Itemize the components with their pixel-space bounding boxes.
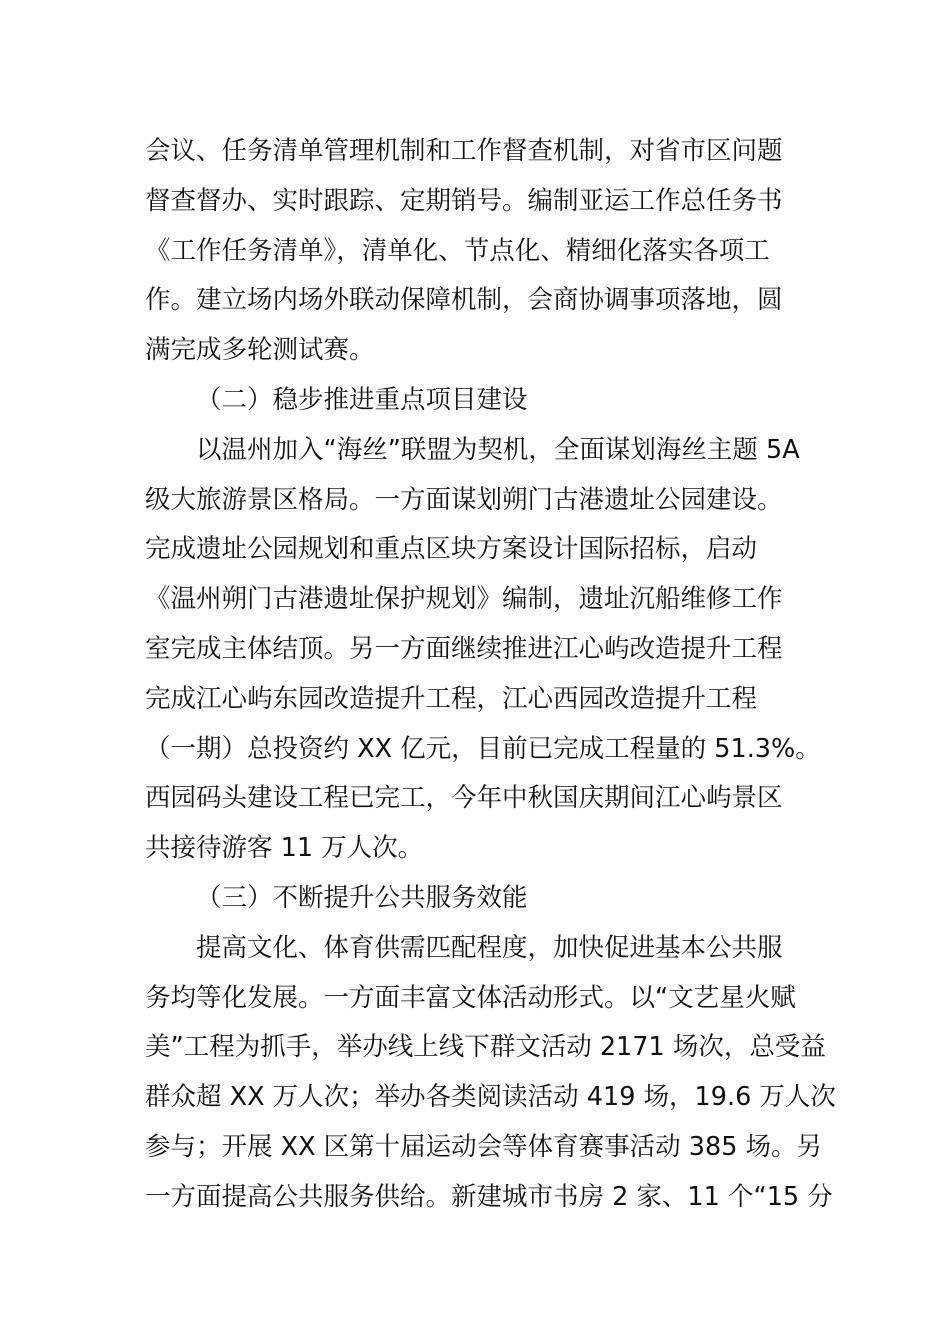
text-line: 完成江心屿东园改造提升工程，江心西园改造提升工程 [145,683,758,714]
paragraph-first-line: 提高文化、体育供需匹配程度，加快促进基本公共服 [196,932,783,963]
text-line: 会议、任务清单管理机制和工作督查机制，对省市区问题 [145,136,783,166]
text-line: 级大旅游景区格局。一方面谋划朔门古港遗址公园建设。 [145,484,783,515]
text-line: 《温州朔门古港遗址保护规划》编制，遗址沉船维修工作 [145,584,783,615]
text-line: 西园码头建设工程已完工，今年中秋国庆期间江心屿景区 [145,783,783,814]
text-line: 务均等化发展。一方面丰富文体活动形式。以“文艺星火赋 [145,982,796,1013]
text-line: （一期）总投资约 XX 亿元，目前已完成工程量的 51.3%。 [145,733,821,764]
text-line: 室完成主体结顶。另一方面继续推进江心屿改造提升工程 [145,633,783,664]
text-line: 参与；开展 XX 区第十届运动会等体育赛事活动 385 场。另 [145,1131,823,1162]
document-body [145,127,836,1223]
text-line: 一方面提高公共服务供给。新建城市书房 2 家、11 个“15 分 [145,1181,833,1212]
section-heading: （二）稳步推进重点项目建设 [196,384,528,415]
text-line: 完成遗址公园规划和重点区块方案设计国际招标，启动 [145,534,758,565]
section-heading: （三）不断提升公共服务效能 [196,882,528,913]
text-line: 群众超 XX 万人次；举办各类阅读活动 419 场，19.6 万人次 [145,1082,836,1113]
text-line: 满完成多轮测试赛。 [145,335,375,366]
paragraph-first-line: 以温州加入“海丝”联盟为契机，全面谋划海丝主题 5A [196,434,800,465]
text-line: 美”工程为抓手，举办线上线下群文活动 2171 场次，总受益 [145,1032,826,1063]
text-line: 作。建立场内场外联动保障机制，会商协调事项落地，圆 [145,285,783,316]
text-line: 共接待游客 11 万人次。 [145,833,424,864]
text-line: 《工作任务清单》，清单化、节点化、精细化落实各项工 [145,235,770,266]
text-line: 督查督办、实时跟踪、定期销号。编制亚运工作总任务书 [145,185,783,216]
